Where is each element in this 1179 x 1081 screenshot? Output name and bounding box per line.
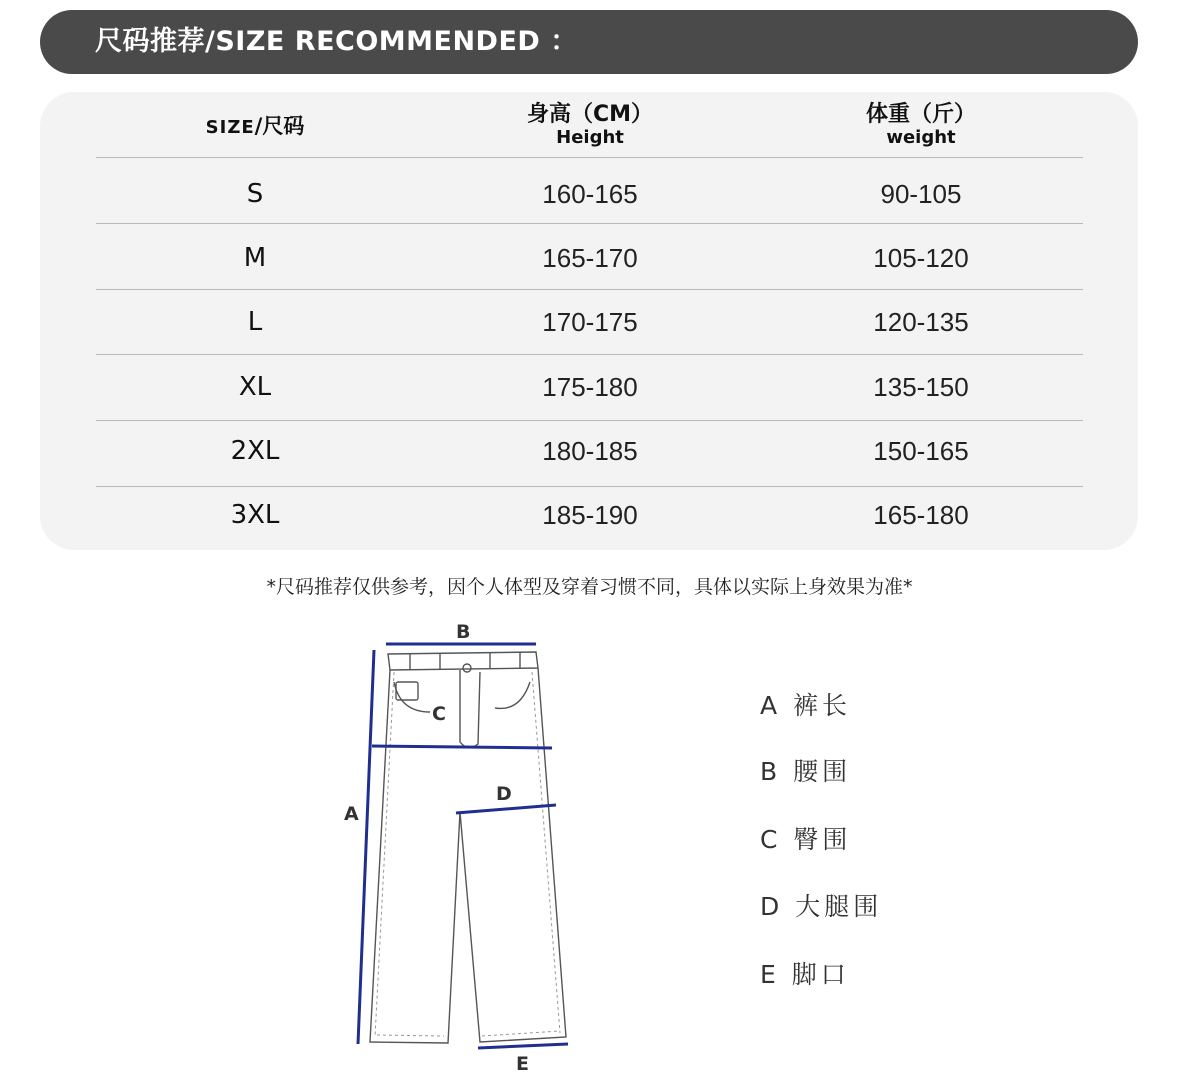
row-divider	[96, 223, 1083, 224]
cell-size: XL	[238, 372, 272, 402]
cell-height: 185-190	[542, 500, 638, 530]
column-header-height-subtitle: Height	[556, 127, 624, 148]
pants-measurement-diagram	[330, 612, 590, 1074]
label-e: E	[516, 1053, 529, 1074]
measure-line-d	[456, 805, 556, 813]
legend-item-d: D 大腿围	[760, 892, 883, 921]
legend-item-e: E 脚口	[760, 960, 850, 989]
stitching	[375, 672, 560, 1037]
measure-line-c	[372, 746, 552, 748]
cell-size: S	[246, 179, 264, 209]
row-divider	[96, 354, 1083, 355]
cell-weight: 150-165	[873, 436, 969, 466]
legend-item-c: C 臀围	[760, 825, 852, 854]
column-header-size	[155, 110, 355, 140]
cell-height: 175-180	[542, 372, 638, 402]
page-title: 尺码推荐/SIZE RECOMMENDED ：	[95, 26, 578, 57]
cell-size: L	[247, 307, 263, 337]
cell-size: M	[243, 243, 267, 273]
legend-item-b: B 腰围	[760, 757, 852, 786]
legend-item-a: A 裤长	[760, 691, 852, 720]
column-header-height	[490, 102, 690, 148]
cell-weight: 135-150	[873, 372, 969, 402]
column-header-weight	[821, 102, 1021, 148]
row-divider	[96, 420, 1083, 421]
cell-size: 2XL	[230, 436, 280, 466]
column-header-height-title: 身高（CM）	[526, 102, 654, 127]
label-b: B	[456, 621, 471, 643]
cell-height: 160-165	[542, 179, 638, 209]
cell-weight: 120-135	[873, 307, 969, 337]
measure-line-e	[478, 1044, 568, 1048]
pants-outline	[370, 652, 566, 1043]
column-header-weight-subtitle: weight	[886, 127, 956, 148]
cell-weight: 105-120	[873, 243, 969, 273]
column-header-size-cn: /尺码	[254, 114, 305, 138]
label-c: C	[432, 703, 446, 725]
column-header-size-latin: SIZE	[205, 117, 255, 138]
label-d: D	[496, 783, 512, 805]
cell-weight: 165-180	[873, 500, 969, 530]
cell-height: 180-185	[542, 436, 638, 466]
row-divider	[96, 289, 1083, 290]
disclaimer-note: *尺码推荐仅供参考，因个人体型及穿着习惯不同，具体以实际上身效果为准*	[266, 576, 913, 598]
cell-height: 170-175	[542, 307, 638, 337]
row-divider	[96, 486, 1083, 487]
header-bar	[40, 10, 1138, 74]
label-a: A	[344, 803, 359, 825]
cell-weight: 90-105	[880, 179, 962, 209]
row-divider	[96, 157, 1083, 158]
cell-size: 3XL	[230, 500, 280, 530]
cell-height: 165-170	[542, 243, 638, 273]
measure-line-a	[358, 650, 374, 1044]
column-header-weight-title: 体重（斤）	[865, 102, 976, 127]
